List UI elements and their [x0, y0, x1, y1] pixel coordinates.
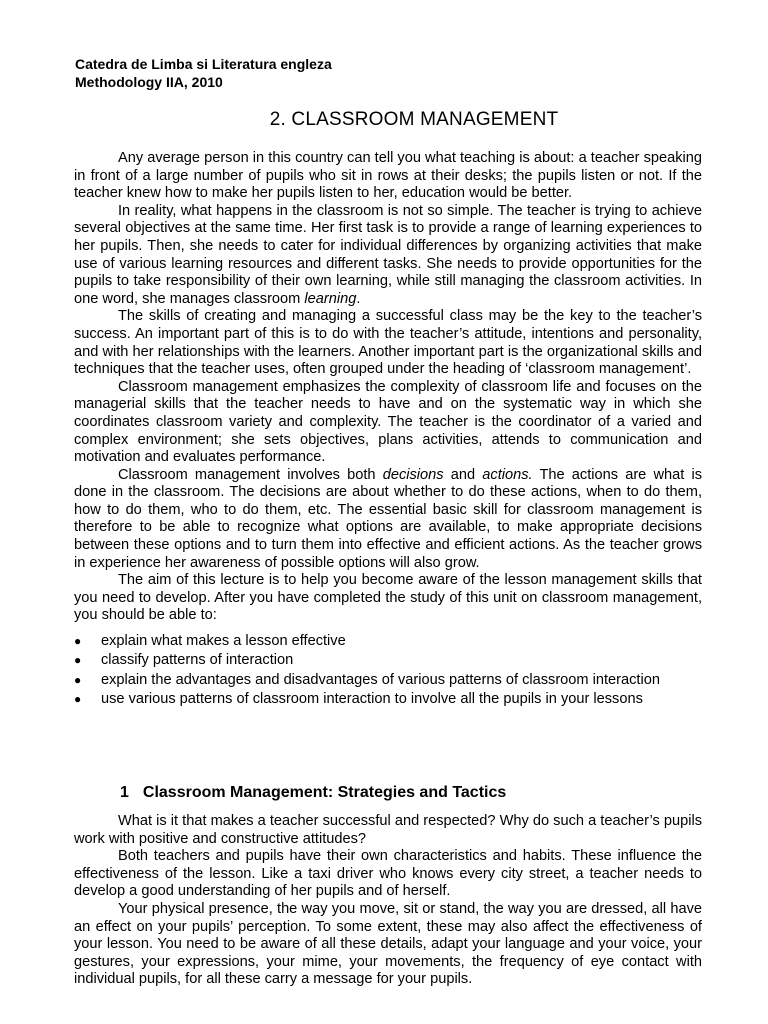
page-title: 2. CLASSROOM MANAGEMENT	[269, 109, 559, 130]
paragraph-2-end: .	[356, 290, 361, 307]
section-title: Classroom Management: Strategies and Tactics	[142, 784, 507, 801]
list-item-text: use various patterns of classroom interaction to involve all the pupils in your lessons	[101, 690, 643, 707]
paragraph-5-start: Classroom management involves both	[118, 466, 376, 483]
intro-body	[74, 150, 702, 709]
section-paragraph-1: What is it that makes a teacher successful and respected? Why do such a teacher’s pupils work with positive and constructive attitudes?	[74, 813, 702, 847]
list-item	[74, 690, 702, 709]
header-course: Methodology IIA, 2010	[75, 74, 223, 90]
paragraph-5-and: and	[450, 466, 476, 483]
section-number: 1	[120, 784, 129, 801]
section-paragraph-3: Your physical presence, the way you move, sit or stand, the way you are dressed, all have an effect on your pupils’ perception. To some extent, these may also affect the effectiveness of your lesson. You need to be aware of all these details, adapt your language and your voice, your gestures, your expressions, your mime, your movements, the frequency of eye contact with individual pupils, for all these carry a message for your pupils.	[74, 900, 702, 988]
list-item	[74, 671, 702, 690]
header-department: Catedra de Limba si Literatura engleza	[75, 56, 332, 72]
paragraph-2-italic: learning	[304, 290, 357, 307]
objectives-list	[74, 632, 702, 709]
list-item-text: explain the advantages and disadvantages of various patterns of classroom interaction	[101, 671, 660, 688]
bullet-icon: ●	[74, 672, 82, 687]
list-item-text: classify patterns of interaction	[101, 652, 294, 669]
paragraph-5-actions: actions.	[482, 466, 533, 483]
paragraph-3: The skills of creating and managing a successful class may be the key to the teacher’s success. An important part of this is to do with the teacher’s attitude, intentions and personality, and with her relationships with the learners. Another important part is the organizational skills and techniques that the teacher uses, often grouped under the heading of ‘classroom management’.	[74, 308, 702, 378]
paragraph-4: Classroom management emphasizes the complexity of classroom life and focuses on the managerial skills that the teacher needs to have and on the systematic way in which she coordinates classroom variety and complexity. The teacher is the coordinator of a varied and complex environment; she sets objectives, plans activities, attends to communication and motivation and evaluates performance.	[74, 378, 702, 466]
section-body	[74, 813, 702, 989]
bullet-icon: ●	[74, 691, 82, 706]
section-heading	[120, 784, 506, 802]
bullet-icon: ●	[74, 653, 82, 668]
list-item	[74, 632, 702, 651]
paragraph-5-text: The actions are what is done in the classroom. The decisions are about whether to do these actions, when to do them, how to do them, who to do them, etc. The essential basic skill for classroom management is therefore to be able to recognize what options are available, to make appropriate decisions between these options and to turn them into effective and efficient actions. As the teacher grows in experience her awareness of possible options will also grow.	[74, 466, 702, 571]
paragraph-2-text: In reality, what happens in the classroom is not so simple. The teacher is trying to achieve several objectives at the same time. Her first task is to provide a range of learning experiences to her pupils. Then, she needs to cater for individual differences by organizing activities that make use of various learning resources and different tasks. She needs to provide opportunities for the pupils to take responsibility of their own learning, while still managing the classroom activities. In one word, she manages classroom	[74, 202, 702, 307]
paragraph-2	[74, 203, 702, 309]
paragraph-5	[74, 467, 702, 573]
list-item	[74, 651, 702, 670]
section-paragraph-2: Both teachers and pupils have their own characteristics and habits. These influence the effectiveness of the lesson. Like a taxi driver who knows every city street, a teacher needs to develop a good understanding of her pupils and of herself.	[74, 848, 702, 900]
paragraph-5-decisions: decisions	[382, 466, 444, 483]
bullet-icon: ●	[74, 634, 82, 649]
paragraph-1: Any average person in this country can tell you what teaching is about: a teacher speaking in front of a large number of pupils who sit in rows at their desks; the pupils listen or not. If the teacher knew how to make her pupils listen to her, education would be better.	[74, 150, 702, 202]
paragraph-6: The aim of this lecture is to help you become aware of the lesson management skills that you need to develop. After you have completed the study of this unit on classroom management, you should be able to:	[74, 572, 702, 624]
list-item-text: explain what makes a lesson effective	[101, 633, 346, 650]
